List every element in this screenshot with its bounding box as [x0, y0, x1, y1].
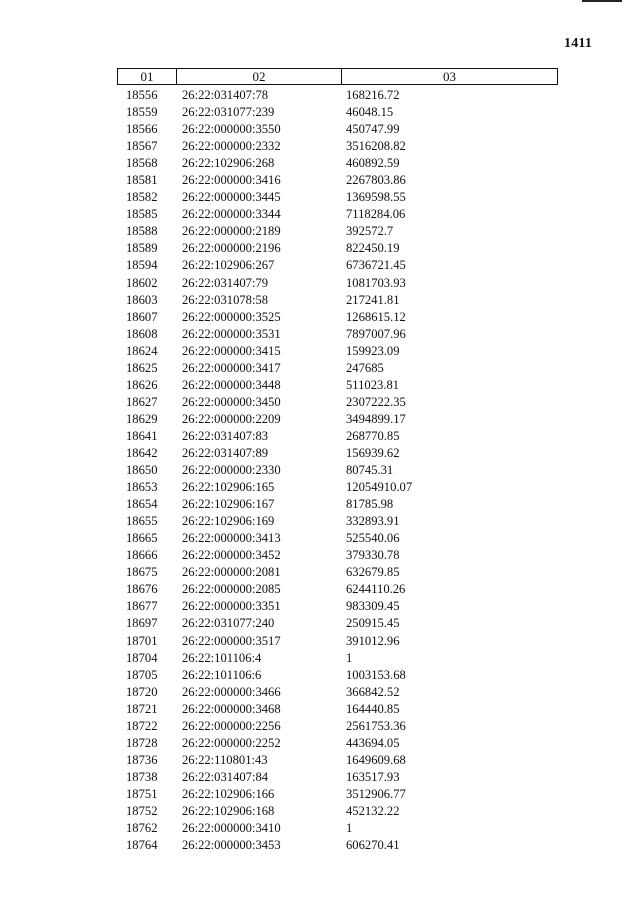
table-row — [0, 223, 640, 240]
table-row — [0, 172, 640, 189]
value-cell: 81785.98 — [346, 497, 394, 512]
cadastral-number-cell: 26:22:031407:78 — [182, 88, 269, 102]
table-row — [0, 684, 640, 701]
table-row — [0, 445, 640, 462]
table-row — [0, 257, 640, 274]
cadastral-number-cell: 26:22:110801:43 — [182, 752, 268, 767]
cadastral-number-cell: 26:22:000000:3453 — [182, 838, 281, 853]
value-cell: 164440.85 — [346, 701, 400, 716]
value-cell: 1649609.68 — [346, 752, 406, 767]
cadastral-number-cell: 26:22:102906:169 — [182, 514, 275, 529]
table-row — [0, 377, 640, 394]
row-number-cell: 18556 — [126, 88, 158, 102]
top-edge-rule — [582, 0, 622, 2]
row-number-cell: 18624 — [126, 343, 158, 358]
table-row — [0, 411, 640, 428]
row-number-cell: 18705 — [126, 667, 158, 682]
value-cell: 217241.81 — [346, 292, 400, 307]
row-number-cell: 18675 — [126, 565, 158, 580]
row-number-cell: 18607 — [126, 309, 158, 324]
table-row — [0, 462, 640, 479]
value-cell: 632679.85 — [346, 565, 400, 580]
value-cell: 1081703.93 — [346, 275, 406, 290]
row-number-cell: 18567 — [126, 139, 158, 154]
row-number-cell: 18721 — [126, 701, 158, 716]
row-number-cell: 18588 — [126, 224, 158, 239]
value-cell: 6244110.26 — [346, 582, 406, 597]
value-cell: 3494899.17 — [346, 411, 406, 426]
row-number-cell: 18641 — [126, 428, 158, 443]
value-cell: 379330.78 — [346, 548, 400, 563]
row-number-cell: 18594 — [126, 258, 158, 273]
row-number-cell: 18762 — [126, 821, 158, 836]
row-number-cell: 18650 — [126, 463, 158, 478]
row-number-cell: 18677 — [126, 599, 158, 614]
cadastral-number-cell: 26:22:000000:3452 — [182, 548, 281, 563]
value-cell: 3516208.82 — [346, 139, 406, 154]
value-cell: 3512906.77 — [346, 786, 406, 801]
value-cell: 460892.59 — [346, 156, 400, 171]
value-cell: 452132.22 — [346, 803, 400, 818]
cadastral-number-cell: 26:22:000000:3550 — [182, 122, 281, 137]
row-number-cell: 18608 — [126, 326, 158, 341]
row-number-cell: 18627 — [126, 394, 158, 409]
cadastral-number-cell: 26:22:000000:2256 — [182, 718, 281, 733]
cadastral-number-cell: 26:22:031078:58 — [182, 292, 269, 307]
value-cell: 822450.19 — [346, 241, 400, 256]
cadastral-number-cell: 26:22:031077:239 — [182, 105, 275, 120]
cadastral-number-cell: 26:22:102906:166 — [182, 786, 275, 801]
row-number-cell: 18568 — [126, 156, 158, 171]
value-cell: 2267803.86 — [346, 173, 406, 188]
cadastral-number-cell: 26:22:000000:3466 — [182, 684, 281, 699]
table-row — [0, 394, 640, 411]
cadastral-number-cell: 26:22:000000:3417 — [182, 360, 281, 375]
value-cell: 366842.52 — [346, 684, 400, 699]
value-cell: 1268615.12 — [346, 309, 406, 324]
row-number-cell: 18642 — [126, 445, 158, 460]
value-cell: 7118284.06 — [346, 207, 406, 222]
value-cell: 268770.85 — [346, 428, 400, 443]
table-row — [0, 87, 640, 104]
value-cell: 443694.05 — [346, 735, 400, 750]
cadastral-number-cell: 26:22:031407:89 — [182, 445, 269, 460]
value-cell: 1 — [346, 650, 353, 665]
row-number-cell: 18566 — [126, 122, 158, 137]
table-row — [0, 769, 640, 786]
cadastral-number-cell: 26:22:000000:3531 — [182, 326, 281, 341]
row-number-cell: 18722 — [126, 718, 158, 733]
table-header — [117, 68, 558, 85]
page-number: 1411 — [564, 36, 593, 51]
row-number-cell: 18704 — [126, 650, 158, 665]
table-row — [0, 598, 640, 615]
table-body — [0, 87, 640, 854]
table-row — [0, 837, 640, 854]
row-number-cell: 18602 — [126, 275, 158, 290]
value-cell: 12054910.07 — [346, 480, 413, 495]
cadastral-number-cell: 26:22:000000:3450 — [182, 394, 281, 409]
row-number-cell: 18666 — [126, 548, 158, 563]
value-cell: 7897007.96 — [346, 326, 406, 341]
cadastral-number-cell: 26:22:102906:268 — [182, 156, 275, 171]
table-row — [0, 155, 640, 172]
row-number-cell: 18654 — [126, 497, 158, 512]
table-row — [0, 292, 640, 309]
value-cell: 163517.93 — [346, 769, 400, 784]
table-row — [0, 701, 640, 718]
row-number-cell: 18629 — [126, 411, 158, 426]
cadastral-number-cell: 26:22:000000:2252 — [182, 735, 281, 750]
table-row — [0, 479, 640, 496]
table-row — [0, 735, 640, 752]
cadastral-number-cell: 26:22:101106:4 — [182, 650, 262, 665]
header-col-2: 02 — [177, 69, 342, 84]
table-row — [0, 496, 640, 513]
cadastral-number-cell: 26:22:000000:2081 — [182, 565, 281, 580]
value-cell: 80745.31 — [346, 463, 394, 478]
table-row — [0, 240, 640, 257]
cadastral-number-cell: 26:22:000000:3525 — [182, 309, 281, 324]
row-number-cell: 18676 — [126, 582, 158, 597]
table-row — [0, 326, 640, 343]
row-number-cell: 18581 — [126, 173, 158, 188]
value-cell: 168216.72 — [346, 88, 400, 102]
row-number-cell: 18655 — [126, 514, 158, 529]
table-row — [0, 530, 640, 547]
table-row — [0, 786, 640, 803]
table-row — [0, 104, 640, 121]
table-row — [0, 121, 640, 138]
table-row — [0, 547, 640, 564]
value-cell: 1 — [346, 821, 353, 836]
row-number-cell: 18701 — [126, 633, 158, 648]
value-cell: 2561753.36 — [346, 718, 406, 733]
cadastral-number-cell: 26:22:031407:79 — [182, 275, 269, 290]
value-cell: 391012.96 — [346, 633, 400, 648]
row-number-cell: 18603 — [126, 292, 158, 307]
table-row — [0, 206, 640, 223]
table-row — [0, 513, 640, 530]
cadastral-number-cell: 26:22:000000:3344 — [182, 207, 281, 222]
cadastral-number-cell: 26:22:000000:3413 — [182, 531, 281, 546]
value-cell: 247685 — [346, 360, 384, 375]
cadastral-number-cell: 26:22:101106:6 — [182, 667, 262, 682]
cadastral-number-cell: 26:22:102906:167 — [182, 497, 275, 512]
table-row — [0, 309, 640, 326]
cadastral-number-cell: 26:22:000000:2189 — [182, 224, 281, 239]
cadastral-number-cell: 26:22:000000:3415 — [182, 343, 281, 358]
cadastral-number-cell: 26:22:000000:2330 — [182, 463, 281, 478]
row-number-cell: 18764 — [126, 838, 158, 853]
row-number-cell: 18559 — [126, 105, 158, 120]
cadastral-number-cell: 26:22:000000:3445 — [182, 190, 281, 205]
row-number-cell: 18625 — [126, 360, 158, 375]
cadastral-number-cell: 26:22:102906:267 — [182, 258, 275, 273]
table-row — [0, 820, 640, 837]
table-row — [0, 615, 640, 632]
cadastral-number-cell: 26:22:102906:168 — [182, 803, 275, 818]
table-row — [0, 633, 640, 650]
row-number-cell: 18697 — [126, 616, 158, 631]
row-number-cell: 18665 — [126, 531, 158, 546]
cadastral-number-cell: 26:22:000000:3517 — [182, 633, 281, 648]
value-cell: 1369598.55 — [346, 190, 406, 205]
table-row — [0, 581, 640, 598]
row-number-cell: 18589 — [126, 241, 158, 256]
row-number-cell: 18752 — [126, 803, 158, 818]
value-cell: 156939.62 — [346, 445, 400, 460]
value-cell: 46048.15 — [346, 105, 394, 120]
value-cell: 450747.99 — [346, 122, 400, 137]
cadastral-number-cell: 26:22:031407:84 — [182, 769, 269, 784]
cadastral-number-cell: 26:22:102906:165 — [182, 480, 275, 495]
value-cell: 606270.41 — [346, 838, 400, 853]
table-row — [0, 275, 640, 292]
row-number-cell: 18585 — [126, 207, 158, 222]
table-row — [0, 667, 640, 684]
cadastral-number-cell: 26:22:000000:2209 — [182, 411, 281, 426]
row-number-cell: 18582 — [126, 190, 158, 205]
row-number-cell: 18736 — [126, 752, 158, 767]
cadastral-number-cell: 26:22:000000:3416 — [182, 173, 281, 188]
cadastral-number-cell: 26:22:000000:3448 — [182, 377, 281, 392]
cadastral-number-cell: 26:22:000000:2196 — [182, 241, 281, 256]
table-row — [0, 718, 640, 735]
row-number-cell: 18626 — [126, 377, 158, 392]
row-number-cell: 18720 — [126, 684, 158, 699]
table-row — [0, 564, 640, 581]
table-row — [0, 428, 640, 445]
header-col-1: 01 — [118, 69, 177, 84]
value-cell: 1003153.68 — [346, 667, 406, 682]
row-number-cell: 18738 — [126, 769, 158, 784]
table-row — [0, 752, 640, 769]
value-cell: 159923.09 — [346, 343, 400, 358]
value-cell: 332893.91 — [346, 514, 400, 529]
table-row — [0, 343, 640, 360]
cadastral-number-cell: 26:22:000000:2085 — [182, 582, 281, 597]
cadastral-number-cell: 26:22:000000:3410 — [182, 821, 281, 836]
value-cell: 250915.45 — [346, 616, 400, 631]
table-row — [0, 650, 640, 667]
row-number-cell: 18751 — [126, 786, 158, 801]
table-row — [0, 360, 640, 377]
value-cell: 2307222.35 — [346, 394, 406, 409]
value-cell: 392572.7 — [346, 224, 394, 239]
header-col-3: 03 — [443, 69, 456, 84]
cadastral-number-cell: 26:22:031077:240 — [182, 616, 275, 631]
table-row — [0, 803, 640, 820]
cadastral-number-cell: 26:22:031407:83 — [182, 428, 269, 443]
row-number-cell: 18728 — [126, 735, 158, 750]
value-cell: 983309.45 — [346, 599, 400, 614]
table-row — [0, 138, 640, 155]
table-row — [0, 189, 640, 206]
cadastral-number-cell: 26:22:000000:3468 — [182, 701, 281, 716]
value-cell: 525540.06 — [346, 531, 400, 546]
cadastral-number-cell: 26:22:000000:3351 — [182, 599, 281, 614]
value-cell: 511023.81 — [346, 377, 400, 392]
row-number-cell: 18653 — [126, 480, 158, 495]
cadastral-number-cell: 26:22:000000:2332 — [182, 139, 281, 154]
value-cell: 6736721.45 — [346, 258, 406, 273]
